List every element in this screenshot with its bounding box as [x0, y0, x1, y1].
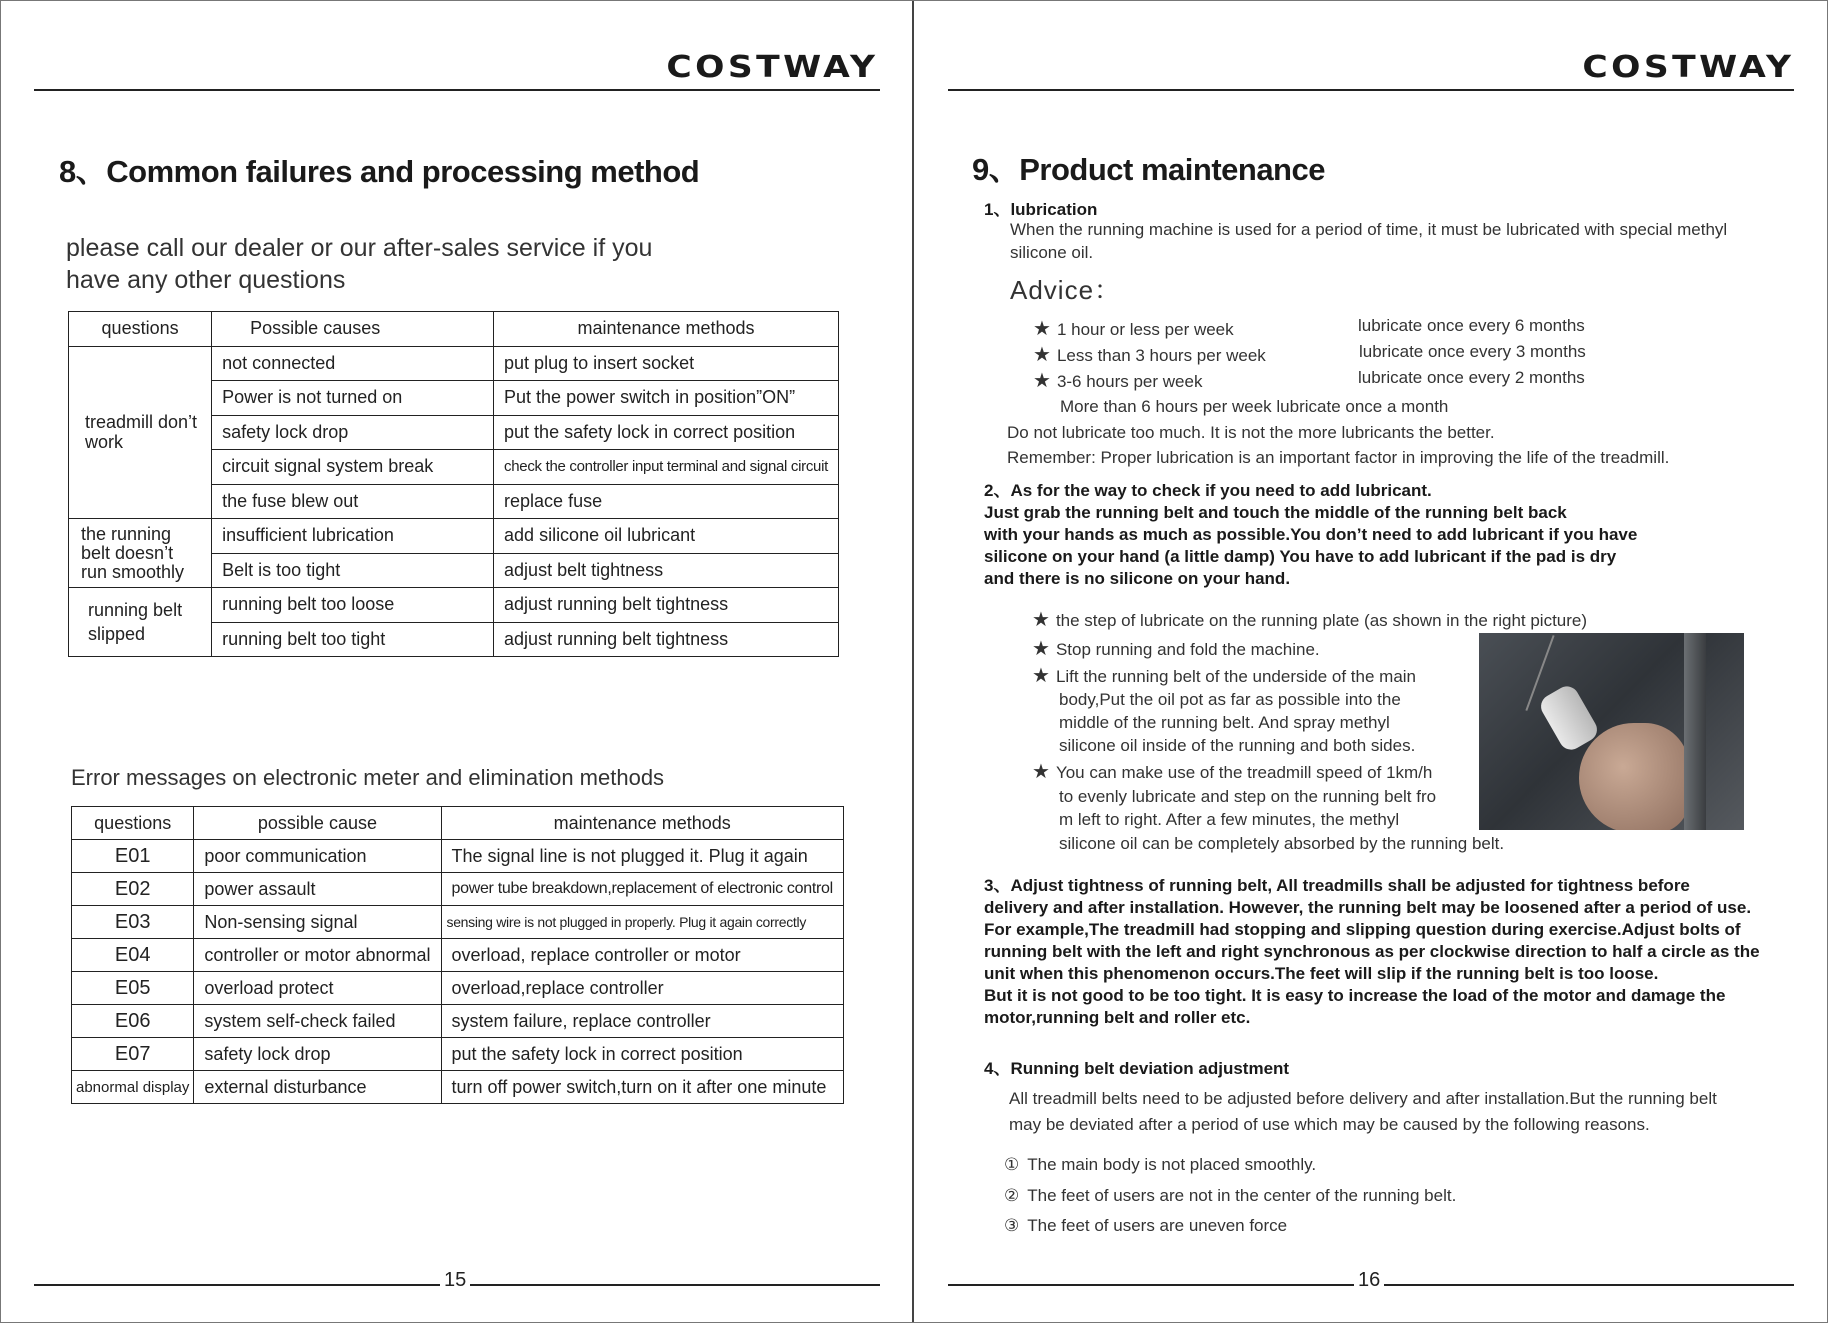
method-cell: overload,replace controller — [441, 972, 843, 1005]
advice-item: ★ 1 hour or less per week — [1033, 318, 1234, 340]
brand-logo: COSTWAY — [1581, 50, 1794, 85]
header-rule — [948, 89, 1794, 91]
cause-cell: controller or motor abnormal — [194, 939, 441, 972]
cause-cell: running belt too tight — [212, 622, 494, 657]
star-icon: ★ — [1032, 638, 1050, 660]
method-cell: overload, replace controller or motor — [441, 939, 843, 972]
lubrication-note: Do not lubricate too much. It is not the more lubricants the better. — [1007, 423, 1495, 442]
step-item: ★ You can make use of the treadmill speed of 1km/h to evenly lubricate and step on the running belt fro m left to right. After a few minutes, the methyl silicone oil can be completely absorbed by the running belt. — [1032, 761, 1505, 853]
method-cell: adjust running belt tightness — [494, 622, 839, 657]
step-item: ★ the step of lubricate on the running plate (as shown in the right picture) — [1032, 609, 1588, 631]
reason-item: ② The feet of users are not in the center of the running belt. — [1004, 1186, 1457, 1205]
error-code: abnormal display — [72, 1071, 194, 1104]
advice-item: ★ Less than 3 hours per week — [1033, 344, 1266, 366]
table-row — [72, 873, 844, 906]
cause-cell: external disturbance — [194, 1071, 441, 1104]
method-cell: power tube breakdown,replacement of electronic control — [441, 873, 843, 906]
column-header: questions — [69, 312, 212, 347]
table-row — [72, 840, 844, 873]
error-code: E04 — [72, 939, 194, 972]
deviation-text: may be deviated after a period of use which may be caused by the following reasons. — [1009, 1115, 1650, 1134]
section-title: 9、Product maintenance — [972, 152, 1325, 187]
page-number: 15 — [440, 1269, 470, 1292]
intro-text: please call our dealer or our after-sales service if you have any other questions — [66, 234, 653, 294]
method-cell: adjust belt tightness — [494, 553, 839, 588]
cause-cell: power assault — [194, 873, 441, 906]
page-number: 16 — [1354, 1269, 1384, 1292]
lubrication-text: When the running machine is used for a period of time, it must be lubricated with special methyl — [1010, 220, 1728, 239]
advice-item: ★ 3-6 hours per week — [1033, 370, 1203, 392]
column-header: maintenance methods — [494, 312, 839, 347]
method-cell: add silicone oil lubricant — [494, 519, 839, 554]
lubrication-note: Remember: Proper lubrication is an important factor in improving the life of the treadmill. — [1007, 448, 1670, 467]
deviation-text: All treadmill belts need to be adjusted before delivery and after installation.But the running belt — [1009, 1089, 1717, 1108]
advice-label: Advice： — [1010, 275, 1122, 305]
header-rule — [34, 89, 880, 91]
column-header: questions — [72, 807, 194, 840]
table-header-row — [72, 807, 844, 840]
belt-tightness-section: 3、Adjust tightness of running belt, All treadmills shall be adjusted for tightness before delivery and after installation. However, the running belt may be loosened after a period of use. For example,The treadmill had stopping and slipping question during exercise.Adjust bolts of running belt with the left and right synchronous as per clockwise direction to half a circle as the unit when this phenomenon occurs.The feet will slip if the running belt is too loose. But it is not good to be too tight. It is easy to increase the load of the motor and damage the motor,running belt and roller etc. — [984, 876, 1760, 1027]
cause-cell: safety lock drop — [212, 415, 494, 450]
cause-cell: Belt is too tight — [212, 553, 494, 588]
table-row — [72, 1071, 844, 1104]
star-icon: ★ — [1033, 370, 1051, 392]
cause-cell: insufficient lubrication — [212, 519, 494, 554]
advice-action: lubricate once every 2 months — [1358, 368, 1585, 387]
advice-action: lubricate once every 6 months — [1358, 316, 1585, 335]
table-row — [72, 1005, 844, 1038]
cause-cell: system self-check failed — [194, 1005, 441, 1038]
method-cell: adjust running belt tightness — [494, 588, 839, 623]
table-row — [72, 906, 844, 939]
lubrication-photo — [1479, 633, 1744, 830]
step-item: ★ Stop running and fold the machine. — [1032, 638, 1320, 660]
column-header: possible cause — [194, 807, 441, 840]
cause-cell: the fuse blew out — [212, 484, 494, 519]
method-cell: replace fuse — [494, 484, 839, 519]
method-cell: put the safety lock in correct position — [441, 1038, 843, 1071]
cause-cell: Power is not turned on — [212, 381, 494, 416]
table-row — [72, 1038, 844, 1071]
table-row — [69, 588, 839, 623]
error-code: E06 — [72, 1005, 194, 1038]
section-title: 8、Common failures and processing method — [59, 154, 700, 189]
star-icon: ★ — [1032, 665, 1050, 687]
failures-table — [68, 311, 839, 657]
step-item: ★ Lift the running belt of the underside of the main body,Put the oil pot as far as possible into the middle of the running belt. And spray methyl silicone oil inside of the running and both sides. — [1032, 665, 1417, 755]
error-code: E03 — [72, 906, 194, 939]
cause-cell: running belt too loose — [212, 588, 494, 623]
star-icon: ★ — [1033, 318, 1051, 340]
column-header: Possible causes — [212, 312, 494, 347]
method-cell: Put the power switch in position”ON” — [494, 381, 839, 416]
error-code: E02 — [72, 873, 194, 906]
lubrication-heading: 1、lubrication — [984, 200, 1098, 219]
cause-cell: poor communication — [194, 840, 441, 873]
question-cell: running belt slipped — [69, 588, 212, 657]
cause-cell: overload protect — [194, 972, 441, 1005]
cause-cell: not connected — [212, 346, 494, 381]
method-cell: put the safety lock in correct position — [494, 415, 839, 450]
table-row — [72, 972, 844, 1005]
lubrication-text: silicone oil. — [1010, 243, 1094, 262]
cause-cell: Non-sensing signal — [194, 906, 441, 939]
method-cell: sensing wire is not plugged in properly. Plug it again correctly — [441, 906, 843, 939]
reason-item: ③ The feet of users are uneven force — [1004, 1216, 1288, 1235]
cause-cell: safety lock drop — [194, 1038, 441, 1071]
advice-action: lubricate once every 3 months — [1359, 342, 1586, 361]
method-cell: The signal line is not plugged it. Plug it again — [441, 840, 843, 873]
error-code: E07 — [72, 1038, 194, 1071]
column-header: maintenance methods — [441, 807, 843, 840]
question-cell: the running belt doesn’t run smoothly — [69, 519, 212, 588]
question-cell: treadmill don’t work — [69, 346, 212, 519]
table-row — [69, 519, 839, 554]
error-code: E01 — [72, 840, 194, 873]
table-row — [72, 939, 844, 972]
star-icon: ★ — [1033, 344, 1051, 366]
star-icon: ★ — [1032, 609, 1050, 631]
method-cell: system failure, replace controller — [441, 1005, 843, 1038]
error-table — [71, 806, 844, 1104]
advice-item: More than 6 hours per week lubricate once a month — [1060, 397, 1449, 416]
star-icon: ★ — [1032, 761, 1050, 783]
method-cell: turn off power switch,turn on it after one minute — [441, 1071, 843, 1104]
error-code: E05 — [72, 972, 194, 1005]
method-cell: check the controller input terminal and signal circuit — [494, 450, 839, 485]
error-section-subtitle: Error messages on electronic meter and elimination methods — [71, 765, 665, 790]
cause-cell: circuit signal system break — [212, 450, 494, 485]
reason-item: ① The main body is not placed smoothly. — [1004, 1155, 1317, 1174]
deviation-heading: 4、Running belt deviation adjustment — [984, 1059, 1290, 1078]
left-page — [0, 0, 912, 1323]
method-cell: put plug to insert socket — [494, 346, 839, 381]
table-header-row — [69, 312, 839, 347]
brand-logo: COSTWAY — [665, 50, 878, 85]
table-row — [69, 346, 839, 381]
check-lubricant-section: 2、As for the way to check if you need to add lubricant. Just grab the running belt and touch the middle of the running belt back with your hands as much as possible.You don’t need to add lubricant if you have silicone on your hand (a little damp) You have to add lubricant if the pad is dry and there is no silicone on your hand. — [984, 481, 1638, 588]
